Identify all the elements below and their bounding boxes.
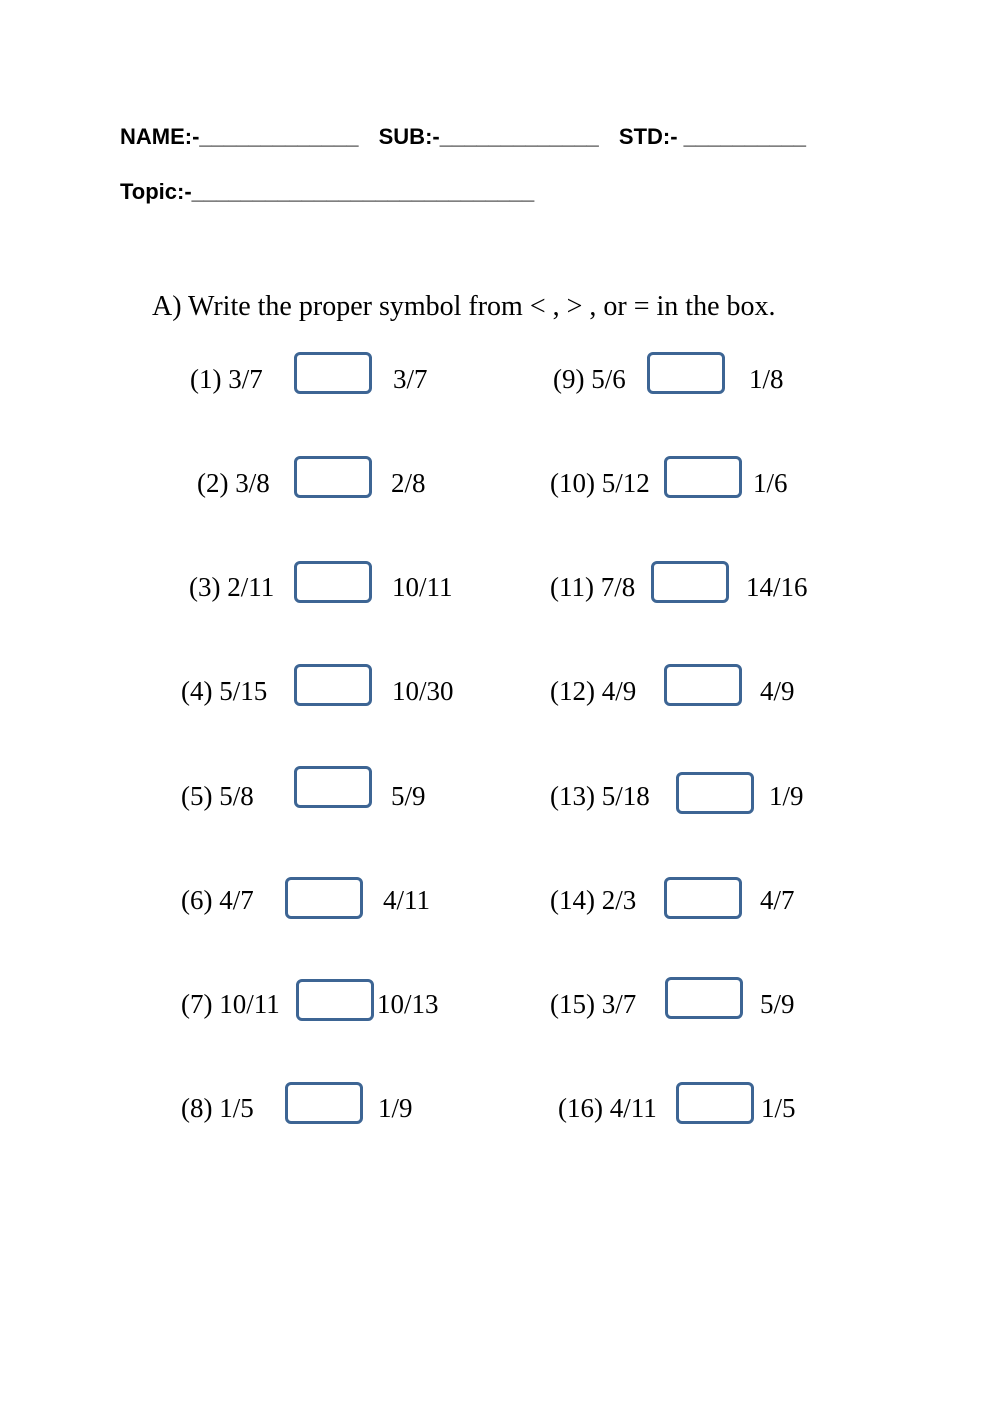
question-right-fraction: 5/9	[760, 989, 795, 1019]
answer-box[interactable]	[294, 352, 372, 394]
answer-box[interactable]	[285, 877, 363, 919]
question-right-fraction: 4/11	[383, 885, 430, 915]
question-label: (5) 5/8	[181, 781, 254, 811]
question-label: (13) 5/18	[550, 781, 650, 811]
answer-box[interactable]	[665, 977, 743, 1019]
answer-box[interactable]	[647, 352, 725, 394]
question-label: (12) 4/9	[550, 676, 637, 706]
question-label: (7) 10/11	[181, 989, 280, 1019]
question-right-fraction: 2/8	[391, 468, 426, 498]
question-label: (4) 5/15	[181, 676, 268, 706]
question-right-fraction: 1/8	[749, 364, 784, 394]
instruction-text: A) Write the proper symbol from < , > , or = in the box.	[152, 291, 776, 322]
answer-box[interactable]	[664, 877, 742, 919]
question-label: (10) 5/12	[550, 468, 650, 498]
answer-box[interactable]	[296, 979, 374, 1021]
answer-box[interactable]	[664, 664, 742, 706]
question-label: (8) 1/5	[181, 1093, 254, 1123]
question-right-fraction: 14/16	[746, 572, 808, 602]
question-right-fraction: 5/9	[391, 781, 426, 811]
answer-box[interactable]	[294, 766, 372, 808]
question-right-fraction: 10/11	[392, 572, 453, 602]
subject-field[interactable]: SUB:-_____________	[378, 124, 599, 149]
question-label: (11) 7/8	[550, 572, 636, 602]
question-right-fraction: 1/9	[769, 781, 804, 811]
answer-box[interactable]	[285, 1082, 363, 1124]
question-right-fraction: 1/6	[753, 468, 788, 498]
header-fields-row	[120, 124, 806, 150]
question-label: (6) 4/7	[181, 885, 254, 915]
answer-box[interactable]	[651, 561, 729, 603]
question-label: (3) 2/11	[189, 572, 275, 602]
question-label: (16) 4/11	[558, 1093, 657, 1123]
answer-box[interactable]	[664, 456, 742, 498]
topic-field[interactable]: Topic:-____________________________	[120, 179, 535, 204]
answer-box[interactable]	[294, 456, 372, 498]
standard-field[interactable]: STD:- __________	[618, 124, 807, 149]
question-label: (9) 5/6	[553, 364, 626, 394]
question-right-fraction: 1/5	[761, 1093, 796, 1123]
answer-box[interactable]	[676, 772, 754, 814]
question-label: (2) 3/8	[197, 468, 270, 498]
answer-box[interactable]	[294, 664, 372, 706]
answer-box[interactable]	[676, 1082, 754, 1124]
question-label: (15) 3/7	[550, 989, 637, 1019]
question-label: (14) 2/3	[550, 885, 637, 915]
question-right-fraction: 4/7	[760, 885, 795, 915]
question-right-fraction: 10/13	[377, 989, 439, 1019]
question-right-fraction: 10/30	[392, 676, 454, 706]
topic-row	[120, 179, 534, 205]
name-field[interactable]: NAME:-_____________	[120, 124, 359, 149]
question-right-fraction: 4/9	[760, 676, 795, 706]
question-right-fraction: 1/9	[378, 1093, 413, 1123]
question-right-fraction: 3/7	[393, 364, 428, 394]
answer-box[interactable]	[294, 561, 372, 603]
question-label: (1) 3/7	[190, 364, 263, 394]
